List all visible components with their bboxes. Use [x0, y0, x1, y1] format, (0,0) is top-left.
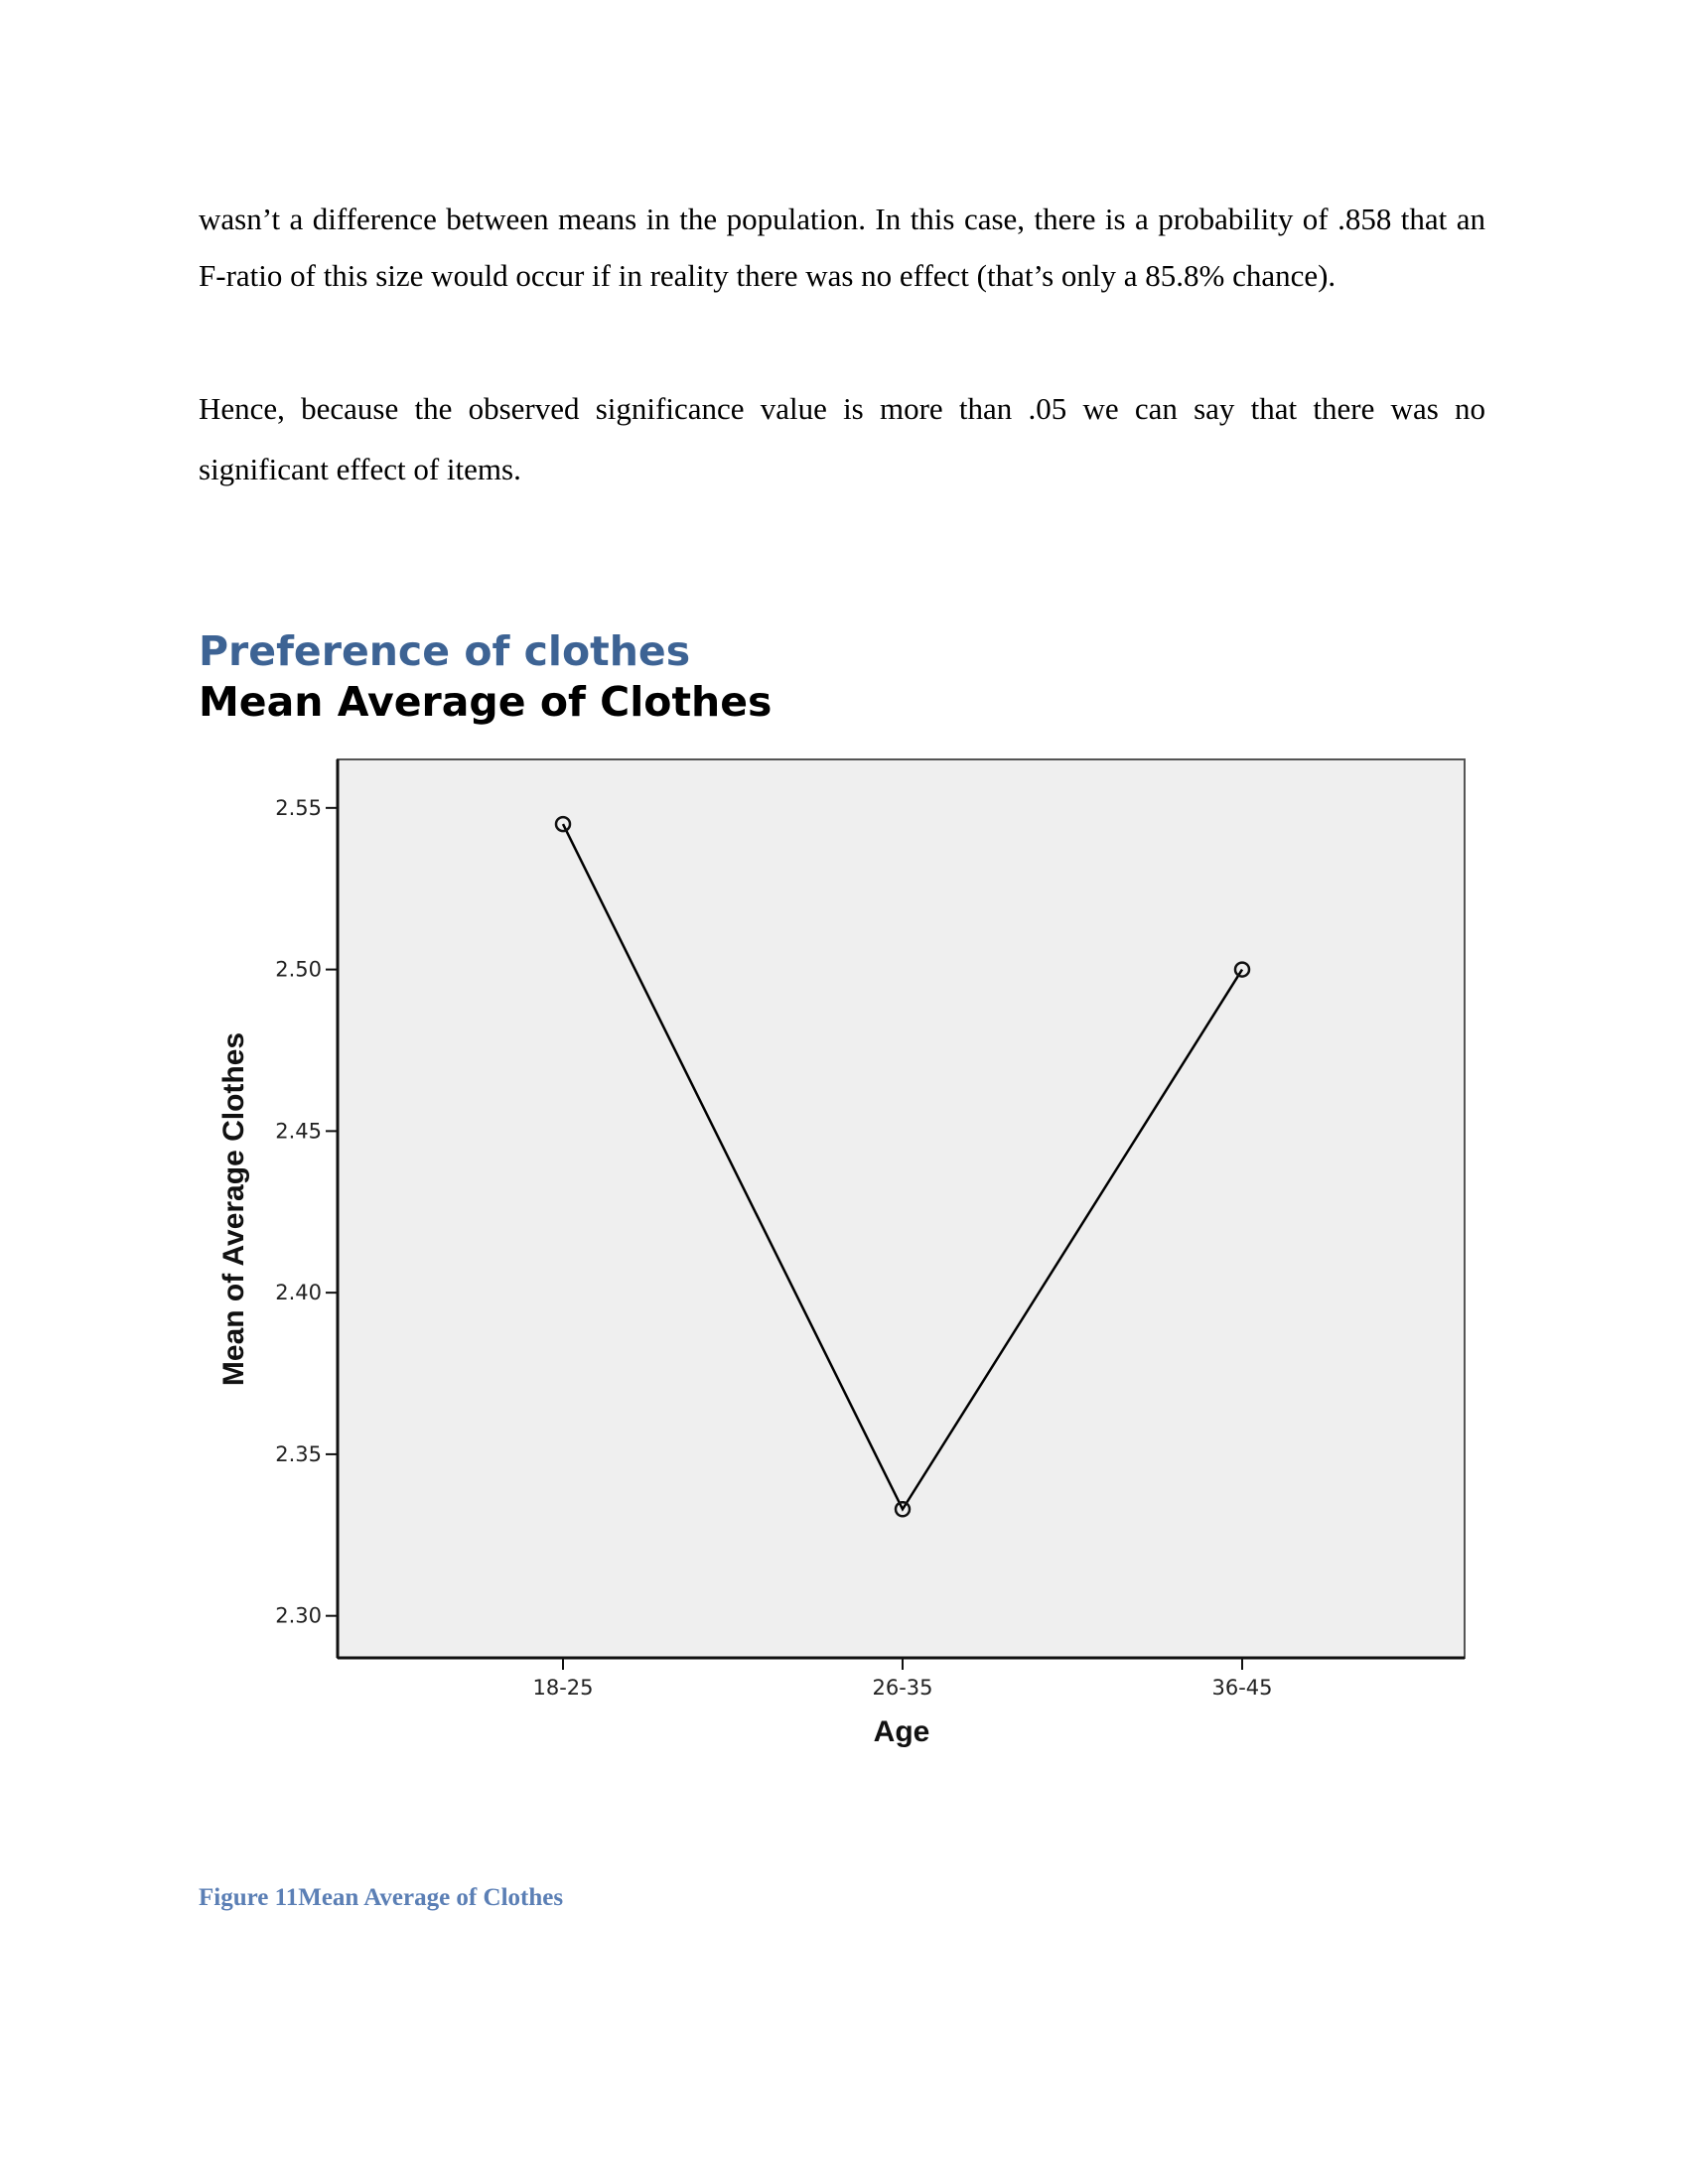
- x-tick-label: 18-25: [532, 1676, 594, 1700]
- y-tick-label: 2.40: [275, 1281, 322, 1305]
- y-tick-label: 2.50: [275, 957, 322, 982]
- y-axis-title: Mean of Average Clothes: [217, 1031, 250, 1387]
- chart-heading: Mean Average of Clothes: [199, 678, 773, 726]
- section-heading: Preference of clothes: [199, 627, 691, 675]
- plot-area: [338, 759, 1465, 1658]
- y-tick-label: 2.45: [275, 1119, 322, 1144]
- body-paragraph-2: Hence, because the observed significance value is more than .05 we can say that there was no significant effect of items.: [199, 391, 1485, 486]
- y-tick-label: 2.30: [275, 1603, 322, 1628]
- x-tick-label: 36-45: [1211, 1676, 1273, 1700]
- line-chart: [199, 735, 1489, 1787]
- body-paragraph-1: wasn’t a difference between means in the population. In this case, there is a probability of .858 that an F-ratio of this size would occur if in reality there was no effect (that’s only a 85.8% chance).: [199, 202, 1485, 293]
- y-tick-label: 2.55: [275, 795, 322, 820]
- y-tick-label: 2.35: [275, 1441, 322, 1466]
- x-axis-title: Age: [873, 1715, 930, 1748]
- x-tick-label: 26-35: [872, 1676, 933, 1700]
- figure-caption: Figure 11Mean Average of Clothes: [199, 1884, 564, 1911]
